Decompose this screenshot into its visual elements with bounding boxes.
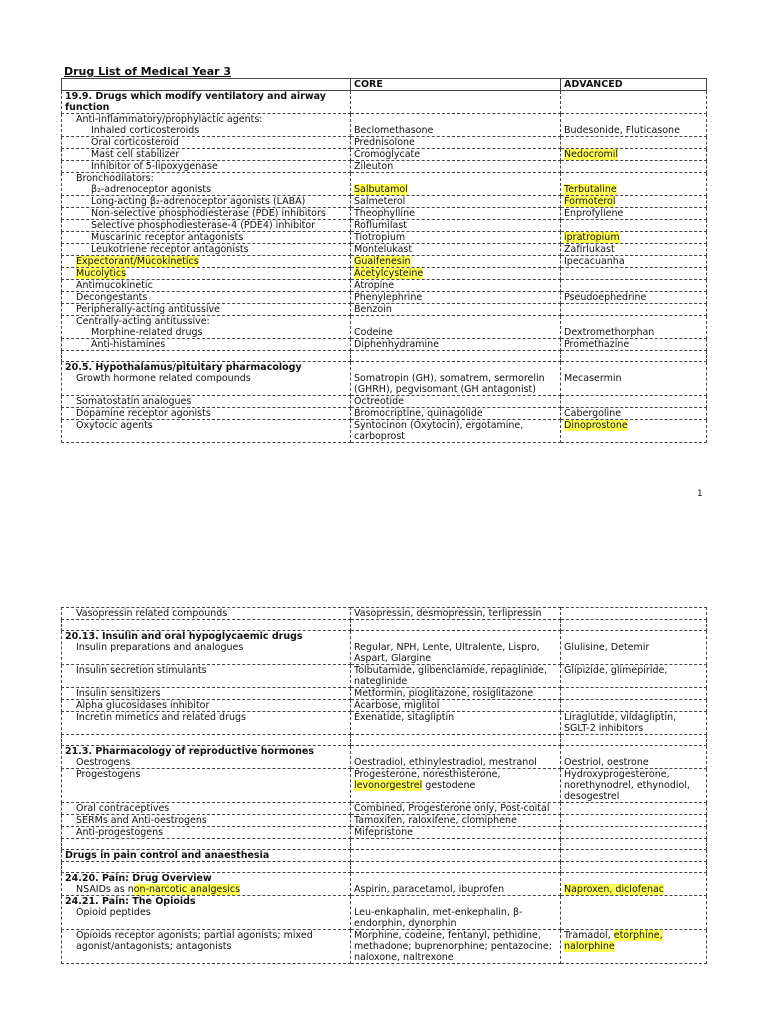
empty-cell	[351, 351, 561, 362]
cell-text: Prednisolone	[354, 137, 415, 148]
cell-text: ipratropium	[564, 232, 620, 243]
category-cell	[62, 196, 351, 208]
cell-text: Octreotide	[354, 396, 405, 407]
cell-text: Montelukast	[354, 244, 413, 255]
cell-text: Terbutaline	[564, 184, 617, 195]
table-row	[62, 746, 707, 769]
cell-text: Vasopressin, desmopressin, terlipressin	[354, 608, 542, 619]
advanced-cell	[561, 873, 707, 896]
drug-table-page-1	[61, 78, 707, 443]
category-cell	[62, 408, 351, 420]
cell-text: Oestriol, oestrone	[564, 757, 649, 768]
advanced-cell	[561, 712, 707, 735]
empty-cell	[561, 862, 707, 873]
cell-text: Salmeterol	[354, 196, 406, 207]
cell-text: Anti-histamines	[91, 339, 166, 350]
core-cell	[351, 712, 561, 735]
category-cell	[62, 608, 351, 620]
category-cell	[62, 339, 351, 351]
core-cell	[351, 339, 561, 351]
cell-text: Insulin sensitizers	[76, 688, 161, 699]
core-cell	[351, 149, 561, 161]
spacer-row	[62, 620, 707, 631]
cell-text: Inhibitor of 5-lipoxygenase	[91, 161, 218, 172]
core-cell	[351, 408, 561, 420]
advanced-cell	[561, 268, 707, 280]
cell-text: Oral corticosteroid	[91, 137, 179, 148]
advanced-cell	[561, 114, 707, 137]
table-row	[62, 665, 707, 688]
cell-text: Benzoin	[354, 304, 392, 315]
cell-text: on-narcotic analgesics	[133, 884, 241, 895]
advanced-cell	[561, 196, 707, 208]
cell-text: Budesonide, Fluticasone	[564, 125, 680, 136]
table-row	[62, 208, 707, 220]
spacer-row	[62, 735, 707, 746]
category-cell	[62, 631, 351, 665]
core-cell	[351, 173, 561, 196]
core-cell	[351, 316, 561, 339]
empty-cell	[561, 839, 707, 850]
table-row	[62, 700, 707, 712]
cell-text: Opioid peptides	[76, 907, 151, 918]
cell-text: Salbutamol	[354, 184, 408, 195]
core-cell	[351, 815, 561, 827]
advanced-cell	[561, 930, 707, 964]
empty-cell	[62, 351, 351, 362]
table-row	[62, 930, 707, 964]
cell-text: Cabergoline	[564, 408, 622, 419]
empty-cell	[351, 862, 561, 873]
core-cell	[351, 256, 561, 268]
core-cell	[351, 688, 561, 700]
advanced-cell	[561, 173, 707, 196]
table-row	[62, 873, 707, 896]
core-cell	[351, 396, 561, 408]
cell-text: Tolbutamide, glibenclamide, repaglinide, nateglinide	[354, 665, 548, 687]
category-cell	[62, 244, 351, 256]
drug-table-page-2	[61, 607, 707, 964]
cell-text: Zafirlukast	[564, 244, 615, 255]
category-cell	[62, 930, 351, 964]
cell-text: Non-selective phosphodiesterase (PDE) inhibitors	[91, 208, 326, 219]
cell-text: Opioids receptor agonists; partial agonists; mixed agonist/antagonists; antagonists	[76, 930, 313, 952]
cell-text: Insulin secretion stimulants	[76, 665, 207, 676]
cell-text: Liraglutide, vildagliptin, SGLT-2 inhibitors	[564, 712, 677, 734]
category-cell	[62, 292, 351, 304]
core-cell	[351, 292, 561, 304]
core-cell	[351, 304, 561, 316]
category-cell	[62, 161, 351, 173]
cell-text: Drugs in pain control and anaesthesia	[65, 850, 270, 861]
table-row	[62, 850, 707, 862]
cell-text: Glulisine, Detemir	[564, 642, 650, 653]
cell-text: Ipecacuanha	[564, 256, 625, 267]
category-cell	[62, 850, 351, 862]
cell-text: Anti-inflammatory/prophylactic agents:	[76, 114, 263, 125]
core-cell	[351, 631, 561, 665]
category-cell	[62, 712, 351, 735]
cell-text: Aspirin, paracetamol, ibuprofen	[354, 884, 505, 895]
core-cell	[351, 244, 561, 256]
core-cell	[351, 208, 561, 220]
spacer-row	[62, 862, 707, 873]
cell-text: Tamoxifen, raloxifene, clomiphene	[354, 815, 517, 826]
cell-text: Formoterol	[564, 196, 616, 207]
category-cell	[62, 304, 351, 316]
table-row	[62, 268, 707, 280]
cell-text: Vasopressin related compounds	[76, 608, 228, 619]
table-row	[62, 137, 707, 149]
cell-text: Naproxen, diclofenac	[564, 884, 665, 895]
cell-text: Somatostatin analogues	[76, 396, 192, 407]
category-cell	[62, 396, 351, 408]
cell-text: Mifepristone	[354, 827, 413, 838]
advanced-cell	[561, 220, 707, 232]
header-cell-category	[62, 79, 351, 91]
cell-text: Inhaled corticosteroids	[91, 125, 200, 136]
cell-text: Codeine	[354, 327, 393, 338]
cell-text: Zileuton	[354, 161, 394, 172]
cell-text: Beclomethasone	[354, 125, 434, 136]
cell-text: Oestradiol, ethinylestradiol, mestranol	[354, 757, 537, 768]
core-cell	[351, 769, 561, 803]
cell-text: Decongestants	[76, 292, 148, 303]
category-cell	[62, 280, 351, 292]
category-cell	[62, 746, 351, 769]
advanced-cell	[561, 803, 707, 815]
table-row	[62, 173, 707, 196]
cell-text: Tramadol,	[564, 930, 614, 941]
cell-text: Alpha glucosidases inhibitor	[76, 700, 210, 711]
table-row	[62, 339, 707, 351]
cell-text: Acetylcysteine	[354, 268, 424, 279]
cell-text: Regular, NPH, Lente, Ultralente, Lispro, Aspart, Glargine	[354, 642, 540, 664]
core-cell	[351, 114, 561, 137]
table-row	[62, 815, 707, 827]
cell-text: Selective phosphodiesterase-4 (PDE4) inhibitor	[91, 220, 316, 231]
table-row	[62, 396, 707, 408]
cell-text: Combined, Progesterone only, Post-coital	[354, 803, 550, 814]
spacer-row	[62, 351, 707, 362]
core-cell	[351, 873, 561, 896]
core-cell	[351, 803, 561, 815]
category-cell	[62, 173, 351, 196]
advanced-cell	[561, 149, 707, 161]
empty-cell	[561, 620, 707, 631]
category-cell	[62, 268, 351, 280]
category-cell	[62, 873, 351, 896]
advanced-cell	[561, 608, 707, 620]
advanced-cell	[561, 232, 707, 244]
advanced-cell	[561, 746, 707, 769]
category-cell	[62, 91, 351, 114]
advanced-cell	[561, 827, 707, 839]
cell-text: Syntocinon (Oxytocin), ergotamine, carboprost	[354, 420, 524, 442]
table-row	[62, 161, 707, 173]
core-cell	[351, 196, 561, 208]
cell-text: Nedocromil	[564, 149, 619, 160]
table-row	[62, 688, 707, 700]
cell-text: Metformin, pioglitazone, rosiglitazone	[354, 688, 534, 699]
core-cell	[351, 362, 561, 396]
category-cell	[62, 803, 351, 815]
advanced-cell	[561, 688, 707, 700]
advanced-cell	[561, 137, 707, 149]
cell-text: 21.3. Pharmacology of reproductive hormones	[65, 746, 315, 757]
cell-text: etorphine, nalorphine	[564, 930, 663, 952]
core-cell	[351, 608, 561, 620]
category-cell	[62, 896, 351, 930]
page-number: 1	[697, 489, 703, 499]
table-row	[62, 769, 707, 803]
core-cell	[351, 420, 561, 443]
category-cell	[62, 232, 351, 244]
cell-text: Dopamine receptor agonists	[76, 408, 211, 419]
cell-text: Atropine	[354, 280, 395, 291]
cell-text: 24.20. Pain: Drug Overview	[65, 873, 212, 884]
cell-text: Anti-progestogens	[76, 827, 164, 838]
empty-cell	[351, 620, 561, 631]
category-cell	[62, 220, 351, 232]
cell-text: Somatropin (GH), somatrem, sermorelin (GHRH), pegvisomant (GH antagonist)	[354, 373, 545, 395]
cell-text: Bromocriptine, quinagolide	[354, 408, 483, 419]
cell-text: Dextromethorphan	[564, 327, 655, 338]
category-cell	[62, 769, 351, 803]
cell-text: Glipizide, glimepiride,	[564, 665, 668, 676]
category-cell	[62, 316, 351, 339]
core-cell	[351, 850, 561, 862]
cell-text: Expectorant/Mucokinetics	[76, 256, 199, 267]
cell-text: Muscarinic receptor antagonists	[91, 232, 244, 243]
category-cell	[62, 256, 351, 268]
table-row	[62, 631, 707, 665]
header-cell-advanced: ADVANCED	[561, 79, 707, 91]
cell-text: Dinoprostone	[564, 420, 628, 431]
cell-text: 19.9. Drugs which modify ventilatory and airway function	[65, 91, 326, 113]
cell-text: Theophylline	[354, 208, 415, 219]
core-cell	[351, 268, 561, 280]
core-cell	[351, 827, 561, 839]
spacer-row	[62, 839, 707, 850]
cell-text: Oestrogens	[76, 757, 131, 768]
table-row	[62, 114, 707, 137]
core-cell	[351, 280, 561, 292]
empty-cell	[561, 735, 707, 746]
cell-text: NSAIDs as n	[76, 884, 134, 895]
cell-text: Growth hormone related compounds	[76, 373, 251, 384]
cell-text: Leukotriene receptor antagonists	[91, 244, 249, 255]
advanced-cell	[561, 316, 707, 339]
advanced-cell	[561, 256, 707, 268]
advanced-cell	[561, 631, 707, 665]
table-row	[62, 803, 707, 815]
cell-text: Promethazine	[564, 339, 630, 350]
category-cell	[62, 208, 351, 220]
table-row	[62, 196, 707, 208]
advanced-cell	[561, 339, 707, 351]
table-row	[62, 362, 707, 396]
table-row	[62, 292, 707, 304]
table-row	[62, 827, 707, 839]
core-cell	[351, 665, 561, 688]
category-cell	[62, 137, 351, 149]
advanced-cell	[561, 769, 707, 803]
table-row	[62, 304, 707, 316]
category-cell	[62, 362, 351, 396]
cell-text: Morphine, codeine, fentanyl, pethidine, methadone; buprenorphine; pentazocine; naloxone, naltrexone	[354, 930, 552, 963]
core-cell	[351, 161, 561, 173]
table-row	[62, 232, 707, 244]
cell-text: gestodene	[422, 780, 476, 791]
table-row	[62, 256, 707, 268]
cell-text: Long-acting β₂-adrenoceptor agonists (LABA)	[91, 196, 306, 207]
advanced-cell	[561, 292, 707, 304]
cell-text: Mucolytics	[76, 268, 127, 279]
empty-cell	[62, 839, 351, 850]
table-row	[62, 420, 707, 443]
cell-text: Cromoglycate	[354, 149, 421, 160]
cell-text: Hydroxyprogesterone, norethynodrel, ethynodiol, desogestrel	[564, 769, 691, 802]
cell-text: Acarbose, miglitol	[354, 700, 440, 711]
table-row	[62, 149, 707, 161]
empty-cell	[62, 735, 351, 746]
empty-cell	[62, 620, 351, 631]
cell-text: Enprofyllene	[564, 208, 624, 219]
core-cell	[351, 220, 561, 232]
empty-cell	[561, 351, 707, 362]
table-row	[62, 280, 707, 292]
advanced-cell	[561, 850, 707, 862]
advanced-cell	[561, 896, 707, 930]
category-cell	[62, 114, 351, 137]
table-row	[62, 408, 707, 420]
cell-text: Morphine-related drugs	[91, 327, 203, 338]
cell-text: levonorgestrel	[354, 780, 423, 791]
cell-text: 24.21. Pain: The Opioids	[65, 896, 196, 907]
advanced-cell	[561, 420, 707, 443]
header-cell-core: CORE	[351, 79, 561, 91]
cell-text: Tiotropium	[354, 232, 406, 243]
advanced-cell	[561, 408, 707, 420]
category-cell	[62, 420, 351, 443]
cell-text: SERMs and Anti-oestrogens	[76, 815, 207, 826]
cell-text: Mecasermin	[564, 373, 622, 384]
cell-text: Exenatide, sitagliptin	[354, 712, 455, 723]
advanced-cell	[561, 244, 707, 256]
cell-text: Mast cell stabilizer	[91, 149, 180, 160]
advanced-cell	[561, 396, 707, 408]
cell-text: Insulin preparations and analogues	[76, 642, 244, 653]
core-cell	[351, 91, 561, 114]
document-title: Drug List of Medical Year 3	[64, 65, 232, 78]
category-cell	[62, 700, 351, 712]
cell-text: Oral contraceptives	[76, 803, 170, 814]
table-row	[62, 316, 707, 339]
advanced-cell	[561, 161, 707, 173]
table-row	[62, 91, 707, 114]
advanced-cell	[561, 304, 707, 316]
core-cell	[351, 746, 561, 769]
advanced-cell	[561, 815, 707, 827]
cell-text: Incretin mimetics and related drugs	[76, 712, 246, 723]
core-cell	[351, 930, 561, 964]
table-row	[62, 608, 707, 620]
advanced-cell	[561, 91, 707, 114]
category-cell	[62, 688, 351, 700]
cell-text: Guaifenesin	[354, 256, 411, 267]
cell-text: Diphenhydramine	[354, 339, 440, 350]
table-header-row	[62, 79, 707, 91]
table-row	[62, 896, 707, 930]
category-cell	[62, 827, 351, 839]
cell-text: Pseudoephedrine	[564, 292, 647, 303]
empty-cell	[351, 735, 561, 746]
cell-text: Phenylephrine	[354, 292, 423, 303]
empty-cell	[351, 839, 561, 850]
category-cell	[62, 665, 351, 688]
cell-text: Centrally-acting antitussive:	[76, 316, 210, 327]
cell-text: β₂-adrenoceptor agonists	[91, 184, 212, 195]
cell-text: Progestogens	[76, 769, 141, 780]
advanced-cell	[561, 208, 707, 220]
category-cell	[62, 815, 351, 827]
empty-cell	[62, 862, 351, 873]
table-row	[62, 244, 707, 256]
cell-text: Roflumilast	[354, 220, 408, 231]
category-cell	[62, 149, 351, 161]
advanced-cell	[561, 700, 707, 712]
cell-text: Bronchodilators:	[76, 173, 154, 184]
cell-text: Progesterone, noresthisterone,	[354, 769, 501, 780]
cell-text: Peripherally-acting antitussive	[76, 304, 221, 315]
table-row	[62, 712, 707, 735]
core-cell	[351, 137, 561, 149]
core-cell	[351, 232, 561, 244]
table-row	[62, 220, 707, 232]
cell-text: Oxytocic agents	[76, 420, 153, 431]
advanced-cell	[561, 665, 707, 688]
advanced-cell	[561, 280, 707, 292]
cell-text: 20.5. Hypothalamus/pituitary pharmacology	[65, 362, 302, 373]
advanced-cell	[561, 362, 707, 396]
cell-text: Antimucokinetic	[76, 280, 153, 291]
core-cell	[351, 896, 561, 930]
core-cell	[351, 700, 561, 712]
cell-text: Leu-enkaphalin, met-enkephalin, β-endorphin, dynorphin	[354, 907, 523, 929]
cell-text: 20.13. Insulin and oral hypoglycaemic drugs	[65, 631, 303, 642]
